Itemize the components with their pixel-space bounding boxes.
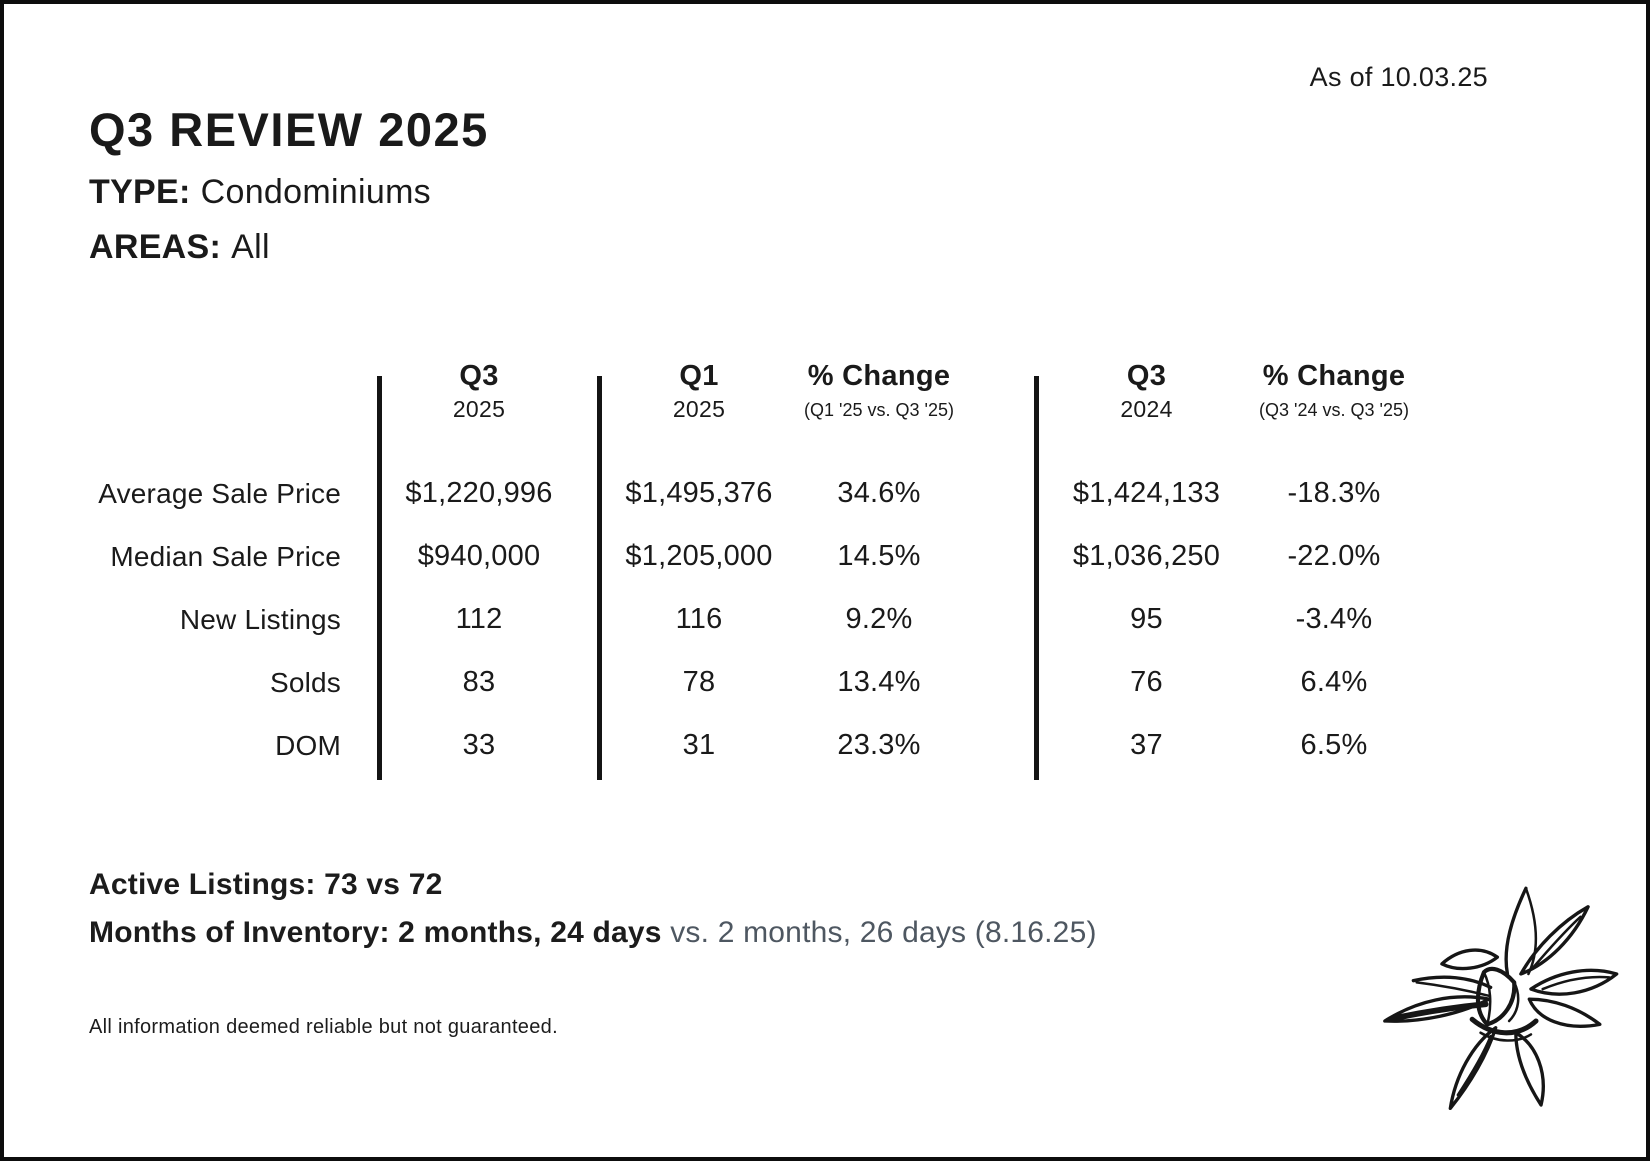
table-cell: 95 bbox=[1130, 603, 1163, 635]
inventory-line bbox=[89, 916, 1097, 950]
column-header-pct-change-q3: % Change (Q3 '24 vs. Q3 '25) bbox=[1259, 360, 1409, 420]
table-cell: 13.4% bbox=[837, 666, 921, 698]
areas-label: AREAS: bbox=[89, 228, 222, 266]
table-cell: 23.3% bbox=[837, 729, 921, 761]
column-header-q1-2025: Q1 2025 bbox=[672, 360, 726, 422]
title-block bbox=[89, 102, 489, 267]
row-label: DOM bbox=[275, 729, 341, 761]
type-value: Condominiums bbox=[200, 173, 431, 211]
row-label: Median Sale Price bbox=[110, 540, 341, 572]
table-cell: -22.0% bbox=[1287, 540, 1381, 572]
column-header-pct-change-q1: % Change (Q1 '25 vs. Q3 '25) bbox=[804, 360, 954, 420]
column-divider bbox=[377, 376, 382, 780]
table-cell: 6.5% bbox=[1300, 729, 1368, 761]
table-cell: -3.4% bbox=[1295, 603, 1373, 635]
areas-value: All bbox=[231, 228, 270, 266]
table-cell: -18.3% bbox=[1287, 477, 1381, 509]
table-cell: 116 bbox=[675, 603, 723, 635]
as-of-date: As of 10.03.25 bbox=[1309, 62, 1488, 92]
table-cell: 37 bbox=[1130, 729, 1163, 761]
table-cell: $940,000 bbox=[417, 540, 541, 572]
column-header-q3-2024: Q3 2024 bbox=[1120, 360, 1173, 422]
table-cell: $1,036,250 bbox=[1072, 540, 1221, 572]
table-cell: 9.2% bbox=[845, 603, 913, 635]
active-listings-line: Active Listings: 73 vs 72 bbox=[89, 868, 443, 901]
column-divider bbox=[1034, 376, 1039, 780]
table-cell: $1,495,376 bbox=[625, 477, 773, 509]
table-cell: $1,205,000 bbox=[625, 540, 773, 572]
magnolia-flower-icon bbox=[1368, 875, 1620, 1125]
table-cell: 14.5% bbox=[837, 540, 921, 572]
table-cell: 33 bbox=[462, 729, 496, 761]
table-cell: 83 bbox=[462, 666, 496, 698]
column-header-q3-2025: Q3 2025 bbox=[452, 360, 506, 422]
row-label: Average Sale Price bbox=[98, 477, 341, 509]
column-divider bbox=[597, 376, 602, 780]
row-label: Solds bbox=[269, 666, 341, 698]
table-cell: 112 bbox=[455, 603, 503, 635]
type-line bbox=[89, 173, 489, 212]
page-title: Q3 REVIEW 2025 bbox=[89, 103, 489, 156]
table-cell: $1,220,996 bbox=[405, 477, 553, 509]
areas-line bbox=[89, 228, 489, 267]
summary-block bbox=[89, 868, 1097, 950]
row-label: New Listings bbox=[179, 603, 341, 635]
inventory-current: Months of Inventory: 2 months, 24 days bbox=[89, 916, 662, 949]
table-cell: 78 bbox=[682, 666, 716, 698]
stats-table bbox=[89, 354, 1424, 786]
table-cell: 31 bbox=[682, 729, 716, 761]
table-cell: 34.6% bbox=[837, 477, 921, 509]
table-cell: 6.4% bbox=[1300, 666, 1368, 698]
inventory-comparison: vs. 2 months, 26 days (8.16.25) bbox=[661, 916, 1097, 949]
table-cell: $1,424,133 bbox=[1072, 477, 1221, 509]
table-cell: 76 bbox=[1130, 666, 1163, 698]
disclaimer-text: All information deemed reliable but not guaranteed. bbox=[89, 1016, 558, 1038]
type-label: TYPE: bbox=[89, 173, 191, 211]
